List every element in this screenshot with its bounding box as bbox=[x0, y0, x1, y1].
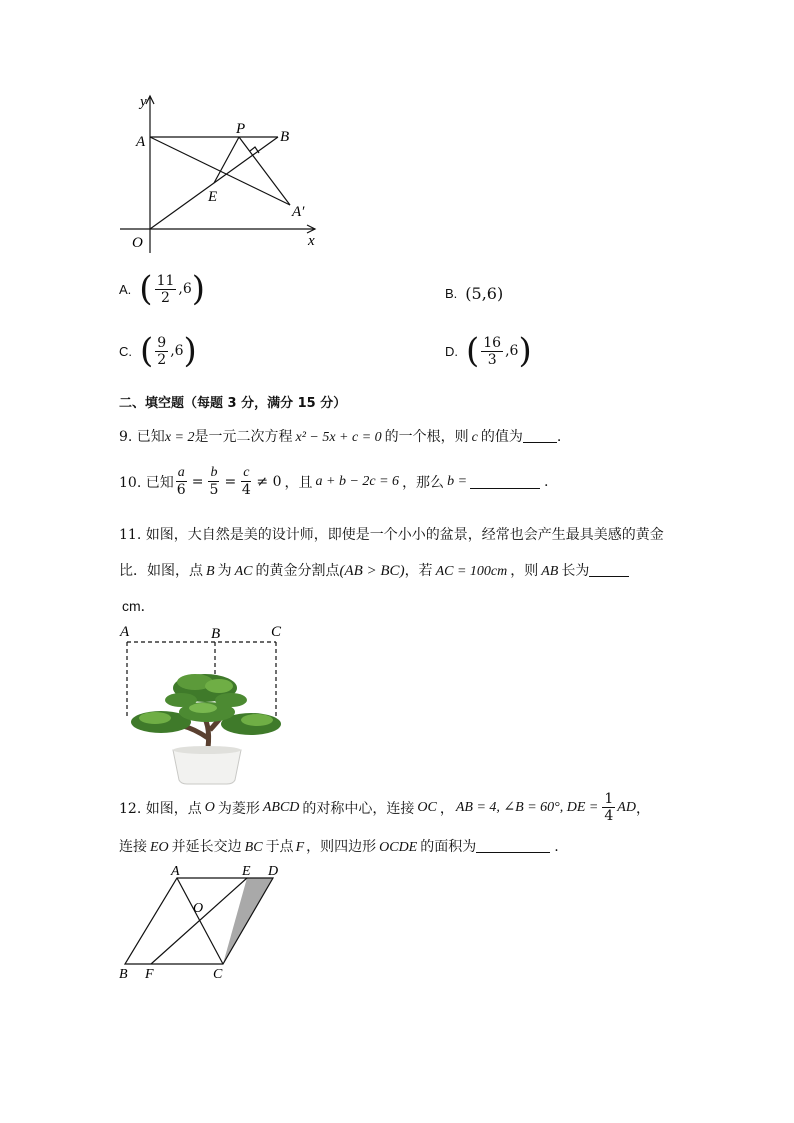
q10-end: . bbox=[544, 473, 549, 490]
q9-text: 的一个根，则 bbox=[384, 429, 469, 445]
label-f: F bbox=[145, 967, 154, 982]
denominator: 4 bbox=[241, 482, 251, 498]
q9-math: c bbox=[471, 430, 478, 445]
label-c: C bbox=[213, 967, 223, 982]
q9-math: x = 2 bbox=[164, 430, 195, 445]
label-a-prime: A′ bbox=[292, 204, 305, 220]
paren-open: ( bbox=[140, 331, 154, 371]
question-12-line-2 bbox=[119, 836, 559, 856]
segment-ac bbox=[177, 878, 223, 964]
option-b bbox=[445, 284, 503, 303]
option-c bbox=[119, 331, 197, 371]
q12-math: OC bbox=[417, 799, 437, 815]
question-9 bbox=[119, 426, 561, 446]
label-e: E bbox=[242, 864, 251, 879]
numerator: b bbox=[210, 465, 218, 480]
q9-end: . bbox=[556, 429, 562, 445]
q12-text: 12. 如图，点 bbox=[119, 800, 202, 817]
question-10 bbox=[119, 466, 548, 497]
bonsai-figure bbox=[115, 620, 300, 790]
equals: = bbox=[224, 473, 237, 490]
q12-text: 连接 bbox=[119, 839, 147, 855]
q10-math: b = bbox=[447, 473, 468, 489]
q12-equation: AB = 4, ∠B = 60°, DE = bbox=[455, 800, 599, 815]
numerator: 11 bbox=[156, 272, 175, 289]
segment-ef bbox=[151, 878, 247, 964]
paren-open: ( bbox=[139, 269, 153, 309]
option-d-fraction bbox=[481, 336, 503, 367]
q11-text: 的黄金分割点 bbox=[255, 563, 340, 579]
bonsai-tree-image bbox=[131, 674, 281, 784]
q12-math: BC bbox=[244, 840, 263, 855]
q12-text: 为菱形 bbox=[217, 800, 260, 817]
answer-blank[interactable] bbox=[470, 474, 540, 489]
denominator: 5 bbox=[209, 482, 219, 498]
option-c-label: C. bbox=[119, 343, 132, 359]
option-d-label: D. bbox=[445, 343, 458, 359]
option-a-tail: ,6 bbox=[178, 281, 192, 297]
question-11-line-3: cm． bbox=[122, 598, 155, 614]
label-y: y bbox=[140, 94, 147, 110]
q12-math: AD bbox=[617, 799, 636, 815]
q12-text: 的面积为 bbox=[420, 839, 477, 855]
label-b: B bbox=[280, 129, 290, 145]
q12-math: OCDE bbox=[379, 840, 418, 855]
question-11-line-2 bbox=[119, 560, 629, 580]
label-o: O bbox=[193, 901, 204, 916]
option-c-tail: ,6 bbox=[170, 343, 184, 359]
fraction-one-quarter bbox=[602, 792, 615, 823]
q11-text: ，则 bbox=[510, 563, 539, 579]
q11-math: B bbox=[206, 564, 215, 579]
equals: = bbox=[191, 473, 204, 490]
denominator: 2 bbox=[157, 351, 167, 368]
paren-close: ) bbox=[191, 269, 206, 309]
answer-blank[interactable] bbox=[589, 562, 629, 577]
denominator: 3 bbox=[487, 351, 497, 368]
q11-math: AC bbox=[234, 564, 253, 579]
q11-math: AB bbox=[541, 564, 559, 579]
q11-text: 比．如图，点 bbox=[119, 563, 203, 579]
q12-math: EO bbox=[150, 840, 169, 855]
label-c: C bbox=[271, 624, 282, 640]
label-a: A bbox=[171, 864, 180, 879]
q11-text: ，若 bbox=[404, 563, 433, 579]
q12-end: . bbox=[554, 839, 559, 855]
question-12-line-1 bbox=[119, 792, 650, 823]
not-equal: ≠ 0 bbox=[256, 473, 282, 490]
label-b: B bbox=[119, 967, 128, 982]
fraction-c4 bbox=[241, 466, 251, 497]
fraction-a6 bbox=[176, 466, 187, 497]
label-x: x bbox=[308, 233, 315, 249]
label-o: O bbox=[132, 235, 143, 251]
q11-math: (AB > BC) bbox=[339, 563, 405, 579]
q12-math: ABCD bbox=[262, 799, 300, 815]
q11-text: 长为 bbox=[561, 563, 590, 579]
q12-math: O bbox=[204, 799, 215, 815]
answer-blank[interactable] bbox=[476, 838, 550, 853]
option-b-label: B. bbox=[445, 286, 458, 301]
paren-open: ( bbox=[466, 331, 480, 371]
denominator: 4 bbox=[604, 808, 614, 824]
label-a: A bbox=[136, 134, 146, 150]
q12-math: F bbox=[295, 840, 305, 855]
q10-text: 10. 已知 bbox=[119, 474, 174, 491]
option-a bbox=[119, 269, 206, 309]
option-d-tail: ,6 bbox=[505, 343, 519, 359]
option-a-label: A. bbox=[119, 281, 132, 297]
label-a: A bbox=[120, 624, 130, 640]
segment-pe bbox=[214, 137, 239, 183]
q10-text: ，且 bbox=[284, 474, 313, 491]
q12-text: 并延长交边 bbox=[171, 839, 242, 855]
rhombus-figure bbox=[115, 860, 295, 985]
numerator: c bbox=[243, 465, 250, 480]
q11-math: AC = 100cm bbox=[435, 564, 508, 579]
q9-text: 的值为 bbox=[480, 429, 523, 445]
q12-text: ，则四边形 bbox=[306, 839, 377, 855]
q12-text: ， bbox=[635, 800, 650, 817]
fraction-b5 bbox=[208, 466, 219, 497]
numerator: a bbox=[177, 465, 185, 480]
q9-text: 9. 已知 bbox=[119, 429, 165, 445]
q9-text: 是一元二次方程 bbox=[194, 429, 293, 445]
q11-text: 为 bbox=[217, 563, 232, 579]
option-a-fraction bbox=[155, 274, 177, 305]
label-b: B bbox=[211, 626, 221, 642]
numerator: 16 bbox=[483, 334, 502, 351]
q10-text: ，那么 bbox=[402, 474, 445, 491]
q12-text: ， bbox=[439, 800, 454, 817]
denominator: 6 bbox=[176, 482, 186, 498]
denominator: 2 bbox=[161, 289, 170, 306]
question-11-line-1: 11. 如图，大自然是美的设计师，即使是一个小小的盆景，经常也会产生最具美感的黄金 bbox=[119, 527, 664, 543]
q9-equation: x² − 5x + c = 0 bbox=[295, 430, 382, 445]
option-d bbox=[445, 331, 532, 371]
numerator: 9 bbox=[157, 334, 167, 351]
q10-equation: a + b − 2c = 6 bbox=[315, 473, 400, 489]
q12-text: 的对称中心，连接 bbox=[302, 800, 415, 817]
paren-close: ) bbox=[183, 331, 197, 371]
section-heading: 二、填空题（每题 3 分，满分 15 分） bbox=[119, 396, 347, 411]
option-b-value: (5,6) bbox=[465, 284, 504, 303]
coordinate-figure bbox=[110, 88, 340, 258]
label-e: E bbox=[208, 189, 218, 205]
numerator: 1 bbox=[604, 791, 614, 807]
paren-close: ) bbox=[518, 331, 532, 371]
label-d: D bbox=[268, 864, 279, 879]
answer-blank[interactable] bbox=[523, 428, 557, 443]
q12-text: 于点 bbox=[265, 839, 294, 855]
label-p: P bbox=[236, 121, 246, 137]
option-c-fraction bbox=[155, 336, 168, 367]
